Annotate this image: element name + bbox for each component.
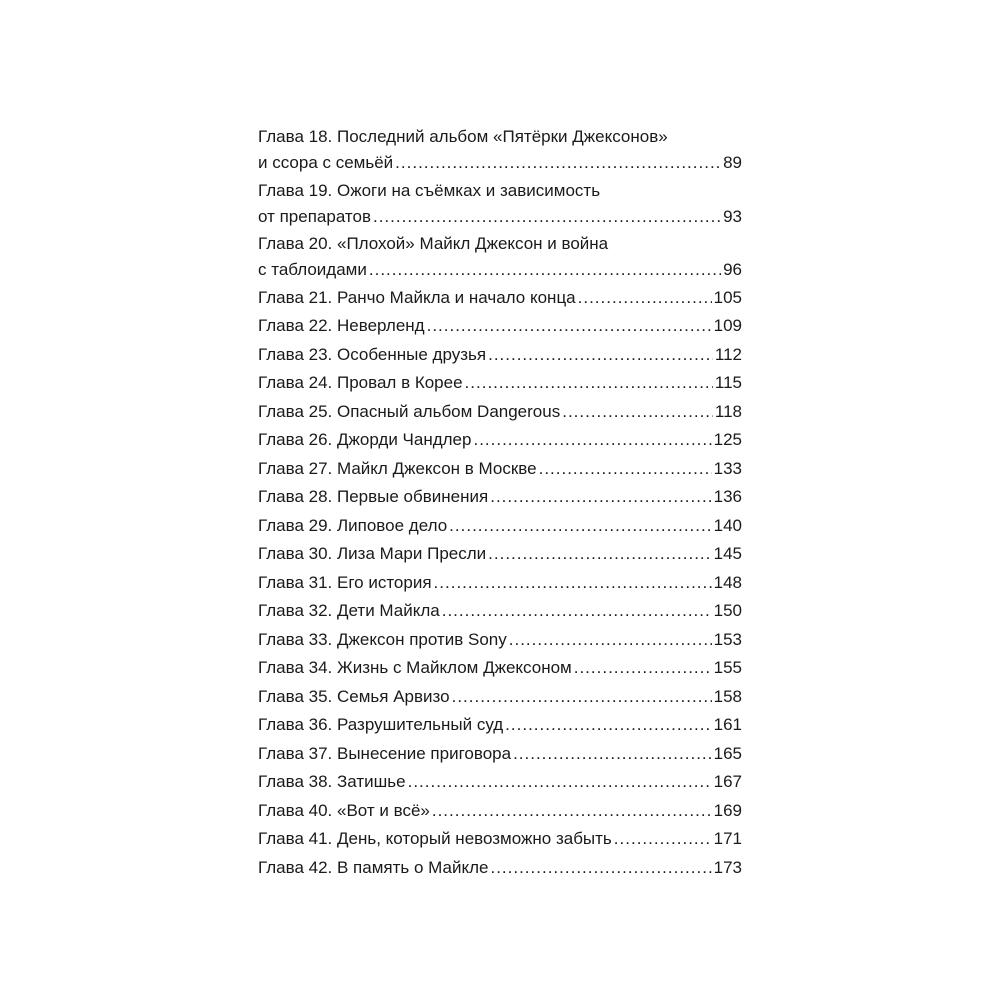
toc-page-number: 118 <box>714 401 742 421</box>
dot-leader <box>513 741 712 767</box>
dot-leader <box>408 769 712 795</box>
toc-entry[interactable] <box>258 231 742 283</box>
dot-leader <box>449 513 711 539</box>
dot-leader <box>473 427 711 453</box>
toc-page-number: 140 <box>713 515 742 535</box>
toc-entry[interactable] <box>258 769 742 798</box>
toc-entry-title: Глава 42. В память о Майкле <box>258 857 489 877</box>
toc-entry[interactable] <box>258 370 742 399</box>
toc-entry[interactable] <box>258 427 742 456</box>
dot-leader <box>574 655 712 681</box>
toc-entry[interactable] <box>258 598 742 627</box>
toc-entry[interactable] <box>258 456 742 485</box>
dot-leader <box>490 855 711 881</box>
toc-entry-title: Глава 36. Разрушительный суд <box>258 715 504 734</box>
toc-entry-title: Глава 27. Майкл Джексон в Москве <box>258 458 537 478</box>
toc-entry[interactable] <box>258 684 742 713</box>
toc-page-number: 161 <box>713 715 742 734</box>
toc-entry[interactable] <box>258 342 742 371</box>
dot-leader <box>614 826 712 852</box>
dot-leader <box>509 627 712 653</box>
toc-page-number: 89 <box>723 153 742 172</box>
dot-leader <box>505 712 711 738</box>
dot-leader <box>373 204 721 230</box>
toc-page-number: 105 <box>713 287 742 307</box>
toc-entry[interactable] <box>258 541 742 570</box>
toc-entry[interactable] <box>258 627 742 656</box>
dot-leader <box>369 257 721 283</box>
toc-entry[interactable] <box>258 655 742 684</box>
toc-page-number: 173 <box>713 857 742 877</box>
toc-entry-title: Глава 30. Лиза Мари Пресли <box>258 544 487 563</box>
toc-entry[interactable] <box>258 313 742 342</box>
toc-entry-title-continuation: и ссора с семьёй <box>258 153 394 172</box>
dot-leader <box>434 570 712 596</box>
dot-leader <box>490 484 711 510</box>
dot-leader <box>442 598 712 624</box>
toc-entry-title: Глава 38. Затишье <box>258 772 406 791</box>
toc-page-number: 171 <box>713 829 742 848</box>
toc-page-number: 136 <box>713 487 742 506</box>
toc-page-number: 125 <box>713 430 742 449</box>
toc-page-number: 93 <box>723 206 742 226</box>
toc-entry-title: Глава 33. Джексон против Sony <box>258 629 507 649</box>
toc-entry-title: Глава 34. Жизнь с Майклом Джексоном <box>258 658 572 677</box>
toc-page-number: 155 <box>713 658 742 677</box>
dot-leader <box>539 456 712 482</box>
dot-leader <box>452 684 712 710</box>
toc-entry-title: Глава 29. Липовое дело <box>258 515 448 535</box>
toc-entry-title: Глава 40. «Вот и всё» <box>258 800 430 820</box>
toc-entry-title: Глава 23. Особенные друзья <box>258 344 487 364</box>
toc-entry-title: Глава 20. «Плохой» Майкл Джексон и война <box>258 234 609 253</box>
dot-leader <box>562 399 713 425</box>
toc-page-number: 169 <box>713 800 742 820</box>
dot-leader <box>578 285 712 311</box>
dot-leader <box>427 313 712 339</box>
toc-entry[interactable] <box>258 178 742 230</box>
toc-page-number: 150 <box>713 601 742 620</box>
toc-page-number: 145 <box>713 544 742 563</box>
toc-entry-title: Глава 35. Семья Арвизо <box>258 686 450 706</box>
toc-page-number: 109 <box>713 316 742 335</box>
dot-leader <box>488 342 713 368</box>
toc-entry[interactable] <box>258 285 742 314</box>
toc-entry[interactable] <box>258 124 742 176</box>
toc-page-number: 165 <box>713 743 742 763</box>
toc-entry-title: Глава 24. Провал в Корее <box>258 373 463 392</box>
toc-entry[interactable] <box>258 712 742 741</box>
toc-entry-title: Глава 19. Ожоги на съёмках и зависимость <box>258 180 601 200</box>
dot-leader <box>465 370 713 396</box>
toc-entry-title: Глава 28. Первые обвинения <box>258 487 489 506</box>
dot-leader <box>488 541 711 567</box>
toc-entry[interactable] <box>258 570 742 599</box>
toc-entry[interactable] <box>258 741 742 770</box>
toc-entry-title: Глава 41. День, который невозможно забыть <box>258 829 612 848</box>
toc-entry-title: Глава 26. Джорди Чандлер <box>258 430 472 449</box>
toc-page-number: 112 <box>714 344 742 364</box>
toc-entry-title: Глава 22. Неверленд <box>258 316 425 335</box>
toc-entry-title: Глава 18. Последний альбом «Пятёрки Джексонов» <box>258 127 668 146</box>
toc-entry[interactable] <box>258 855 742 884</box>
toc-page-number: 167 <box>713 772 742 791</box>
toc-page-number: 153 <box>713 629 742 649</box>
toc-entry-title: Глава 31. Его история <box>258 572 432 592</box>
table-of-contents <box>258 124 742 883</box>
toc-entry-title: Глава 21. Ранчо Майкла и начало конца <box>258 287 576 307</box>
toc-entry-title: Глава 37. Вынесение приговора <box>258 743 512 763</box>
toc-entry-title-continuation: от препаратов <box>258 206 371 226</box>
toc-entry[interactable] <box>258 826 742 855</box>
toc-page-number: 148 <box>713 572 742 592</box>
toc-entry-title-continuation: с таблоидами <box>258 260 367 279</box>
toc-page-number: 158 <box>713 686 742 706</box>
toc-entry-title: Глава 32. Дети Майкла <box>258 601 440 620</box>
toc-page-number: 133 <box>713 458 742 478</box>
dot-leader <box>395 150 721 176</box>
toc-entry[interactable] <box>258 484 742 513</box>
toc-entry-title: Глава 25. Опасный альбом Dangerous <box>258 401 561 421</box>
toc-entry[interactable] <box>258 513 742 542</box>
dot-leader <box>432 798 712 824</box>
toc-entry[interactable] <box>258 399 742 428</box>
toc-page-number: 96 <box>723 260 742 279</box>
toc-page-number: 115 <box>714 373 742 392</box>
toc-entry[interactable] <box>258 798 742 827</box>
